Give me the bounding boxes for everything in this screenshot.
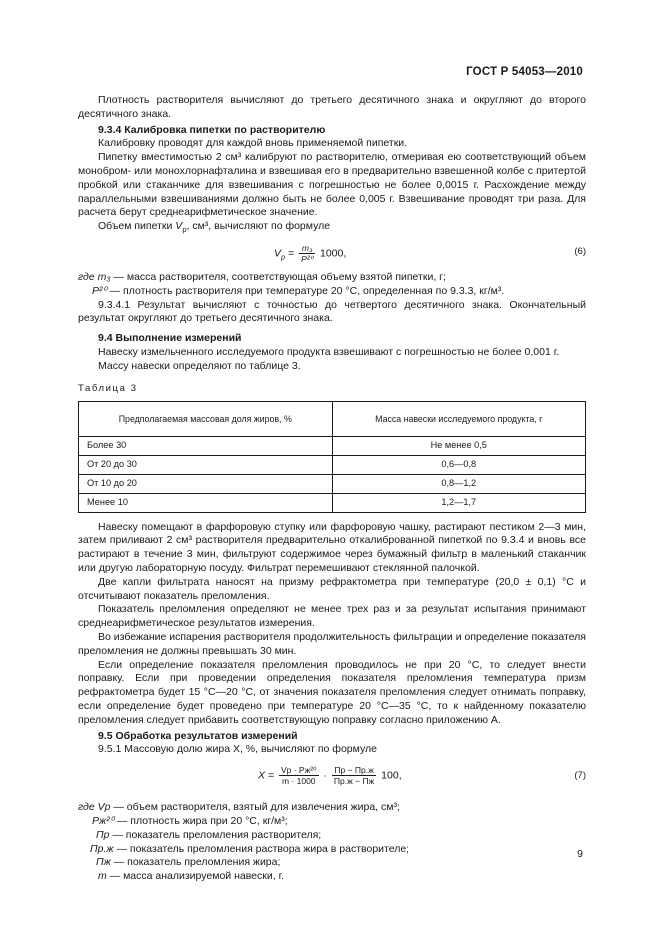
formula-6-fraction: $\frac{\text{m₃}}{\text{P²⁰}}$	[301, 243, 314, 265]
definition-row: Пр — показатель преломления растворителя;	[96, 828, 322, 841]
table-row	[79, 493, 586, 512]
definition-row: Пж — показатель преломления жира;	[96, 856, 281, 869]
formula-6-body: $V_р$ = $\frac{\text{m₃}}{\text{P²⁰}}$ 1000,	[274, 243, 347, 265]
table-cell: Не менее 0,5	[332, 437, 586, 456]
procedure-paragraph-5: Если определение показателя преломления проводилось не при 20 °С, то следует внести поправку. Если при проведении определения показателя преломления температура призм рефрактометра будет 15 °С—20 °С, от значения показателя преломления следует отнимать поправку, если определение будет проведено при температуре 20 °С—35 °С, то к найденному показателю преломления следует прибавить соответствующую поправку согласно приложению А.	[78, 658, 586, 726]
sample-mass-table	[78, 401, 586, 512]
table-cell: 1,2—1,7	[332, 493, 586, 512]
formula-7-body: X = $\frac{\text{Vр · Pж²⁰}}{m \cdot 1000}$ · $\frac{Пр - Пр.ж}{Пр.ж - Пж}$ 100,	[258, 765, 402, 787]
measurement-paragraph-2: Массу навески определяют по таблице 3.	[98, 359, 301, 372]
definition-row: m — масса анализируемой навески, г.	[98, 870, 285, 883]
table-header-row	[79, 402, 586, 437]
page-number: 9	[577, 848, 583, 860]
table-cell: 0,8—1,2	[332, 475, 586, 494]
table-header-cell: Масса навески исследуемого продукта, г	[332, 402, 586, 437]
calibration-paragraph-1: Калибровку проводят для каждой вновь применяемой пипетки.	[98, 137, 408, 150]
table-row	[79, 437, 586, 456]
section-heading-9-4: 9.4 Выполнение измерений	[98, 332, 242, 345]
procedure-paragraph-4: Во избежание испарения растворителя продолжительность фильтрации и определение показателя преломления не должны превышать 30 мин.	[78, 631, 586, 657]
fat-fraction-intro: 9.5.1 Массовую долю жира X, %, вычисляют по формуле	[98, 743, 377, 756]
page-content	[78, 94, 586, 884]
document-header: ГОСТ Р 54053—2010	[466, 66, 583, 78]
definition-row: Пр.ж — показатель преломления раствора жира в растворителе;	[90, 842, 410, 855]
formula-6-number: (6)	[574, 246, 586, 258]
measurement-paragraph-1: Навеску измельченного исследуемого продукта взвешивают с погрешностью не более 0,001 г.	[98, 346, 560, 359]
calibration-paragraph-2: Пипетку вместимостью 2 см³ калибруют по растворителю, отмеривая ею соответствующий объем монобром- или монохлорнафталина и взвешивая его в предварительно взвешенной колбе с притертой пробкой или стаканчике для взвешивания с погрешностью не более 0,0015 г. Расхождение между параллельными взвешиваниями должно быть не более 0,005 г. Взвешивание проводят три раза. Для расчета берут среднеарифметическое значение.	[78, 151, 586, 219]
procedure-paragraph-2: Две капли фильтрата наносят на призму рефрактометра при температуре (20,0 ± 0,1) °С и отсчитывают показатель преломления.	[78, 575, 586, 602]
formula-7-number: (7)	[574, 770, 586, 782]
definition-p20: P²⁰ — плотность растворителя при температуре 20 °С, определенная по 9.3.3, кг/м³.	[92, 284, 505, 297]
table-header-cell: Предполагаемая массовая доля жиров, %	[79, 402, 333, 437]
table-cell: От 10 до 20	[79, 475, 333, 494]
definition-row: Pж²⁰ — плотность жира при 20 °С, кг/м³;	[92, 814, 288, 827]
section-heading-9-5: 9.5 Обработка результатов измерений	[98, 729, 298, 742]
table-row	[79, 456, 586, 475]
table-cell: Более 30	[79, 437, 333, 456]
table-row	[79, 475, 586, 494]
definition-m3: где m₃ — масса растворителя, соответствующая объему взятой пипетки, г;	[78, 271, 446, 284]
procedure-paragraph-3: Показатель преломления определяют не менее трех раз и за результат испытания принимают среднеарифметическое результатов измерения.	[78, 603, 586, 630]
procedure-paragraph-1: Навеску помещают в фарфоровую ступку или фарфоровую чашку, растирают пестиком 2—3 мин, затем приливают 2 см³ растворителя предварительно откалиброванной пипеткой по 9.3.4 и вновь все растирают в течение 3 мин, фильтруют содержимое через бумажный фильтр в маленький стаканчик или другую лабораторную посуду. Фильтрат перемешивают стеклянной палочкой.	[78, 520, 586, 575]
rounding-paragraph: 9.3.4.1 Результат вычисляют с точностью до четвертого десятичного знака. Окончательный результат округляют до третьего десятичного знака.	[78, 298, 586, 325]
formula-7	[78, 759, 586, 799]
table-caption: Таблица 3	[78, 382, 138, 394]
pipette-volume-intro: Объем пипетки $V_р$, см³, вычисляют по формуле	[98, 220, 331, 235]
formula-7-fraction-1: $\frac{\text{Vр · Pж²⁰}}{m \cdot 1000}$	[280, 765, 317, 787]
formula-7-fraction-2: $\frac{Пр - Пр.ж}{Пр.ж - Пж}$	[333, 765, 375, 787]
density-paragraph: Плотность растворителя вычисляют до третьего десятичного знака и округляют до второго десятичного знака.	[78, 94, 586, 120]
table-cell: Менее 10	[79, 493, 333, 512]
section-heading-9-3-4: 9.3.4 Калибровка пипетки по растворителю	[98, 123, 326, 136]
table-cell: От 20 до 30	[79, 456, 333, 475]
definition-row: где Vр — объем растворителя, взятый для извлечения жира, см³;	[78, 801, 400, 814]
formula-6-definitions	[78, 271, 586, 299]
formula-6	[78, 239, 586, 269]
table-cell: 0,6—0,8	[332, 456, 586, 475]
formula-7-definitions	[78, 801, 586, 884]
